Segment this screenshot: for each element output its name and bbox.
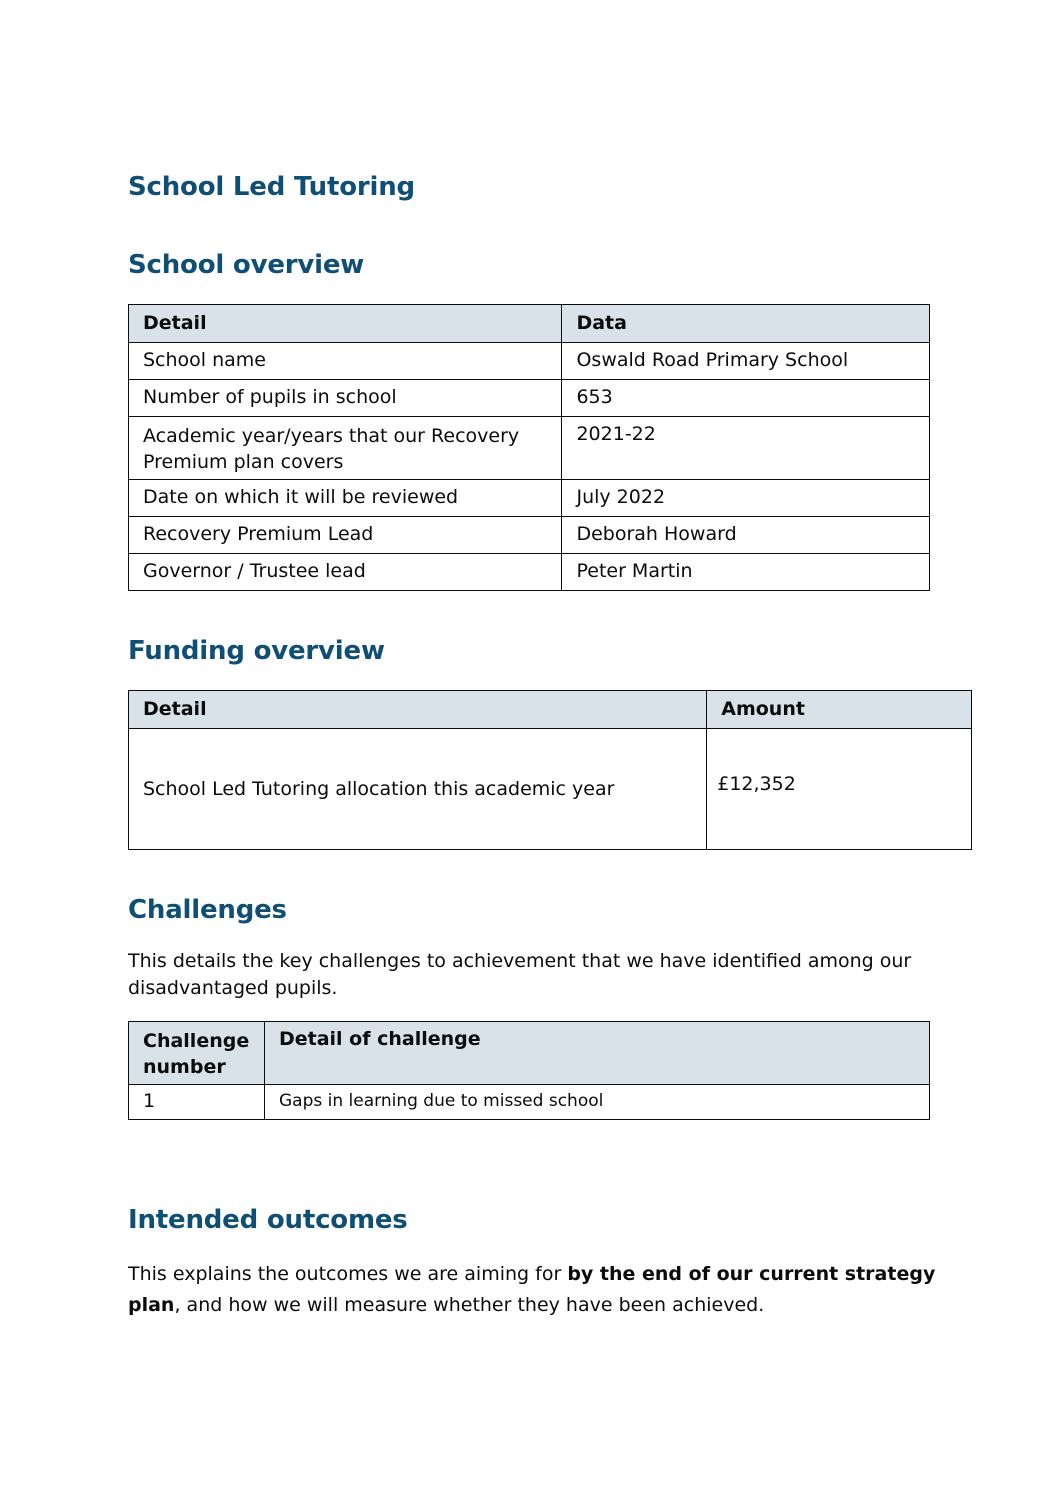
column-header-amount: Amount bbox=[707, 691, 972, 729]
row-value: 2021-22 bbox=[562, 417, 930, 480]
column-header-challenge-number: Challenge number bbox=[129, 1022, 265, 1085]
intended-outcomes-heading: Intended outcomes bbox=[128, 1205, 408, 1235]
intro-text: This explains the outcomes we are aiming for bbox=[128, 1263, 568, 1285]
row-value: Peter Martin bbox=[562, 554, 930, 591]
school-overview-heading: School overview bbox=[128, 250, 365, 280]
table-row bbox=[129, 343, 930, 380]
table-header-row bbox=[129, 691, 972, 729]
table-header-row bbox=[129, 305, 930, 343]
table-row bbox=[129, 380, 930, 417]
row-label: Number of pupils in school bbox=[129, 380, 562, 417]
row-label: Governor / Trustee lead bbox=[129, 554, 562, 591]
table-row bbox=[129, 417, 930, 480]
column-header-detail-of-challenge: Detail of challenge bbox=[264, 1022, 929, 1085]
challenges-heading: Challenges bbox=[128, 895, 287, 925]
funding-overview-table bbox=[128, 690, 972, 850]
funding-overview-heading: Funding overview bbox=[128, 636, 385, 666]
document-title: School Led Tutoring bbox=[128, 172, 415, 202]
row-label: School Led Tutoring allocation this academic year bbox=[129, 729, 707, 850]
table-row bbox=[129, 554, 930, 591]
column-header-data: Data bbox=[562, 305, 930, 343]
school-overview-table bbox=[128, 304, 930, 591]
row-label: Recovery Premium Lead bbox=[129, 517, 562, 554]
table-header-row bbox=[129, 1022, 930, 1085]
column-header-detail: Detail bbox=[129, 305, 562, 343]
row-value: Deborah Howard bbox=[562, 517, 930, 554]
challenge-number: 1 bbox=[129, 1085, 265, 1120]
row-label: School name bbox=[129, 343, 562, 380]
intended-outcomes-intro bbox=[128, 1259, 938, 1321]
table-row bbox=[129, 480, 930, 517]
challenges-intro: This details the key challenges to achievement that we have identified among our disadvantaged pupils. bbox=[128, 950, 912, 999]
row-value: 653 bbox=[562, 380, 930, 417]
column-header-detail: Detail bbox=[129, 691, 707, 729]
table-row bbox=[129, 729, 972, 850]
row-label: Academic year/years that our Recovery Premium plan covers bbox=[129, 417, 562, 480]
intro-emphasis: by the end of our current strategy plan bbox=[128, 1263, 936, 1316]
row-label: Date on which it will be reviewed bbox=[129, 480, 562, 517]
row-value: July 2022 bbox=[562, 480, 930, 517]
row-value: £12,352 bbox=[707, 729, 972, 850]
challenge-detail: Gaps in learning due to missed school bbox=[264, 1085, 929, 1120]
row-value: Oswald Road Primary School bbox=[562, 343, 930, 380]
challenges-table bbox=[128, 1021, 930, 1120]
table-row bbox=[129, 517, 930, 554]
intro-text-end: , and how we will measure whether they have been achieved. bbox=[174, 1294, 765, 1316]
table-row bbox=[129, 1085, 930, 1120]
